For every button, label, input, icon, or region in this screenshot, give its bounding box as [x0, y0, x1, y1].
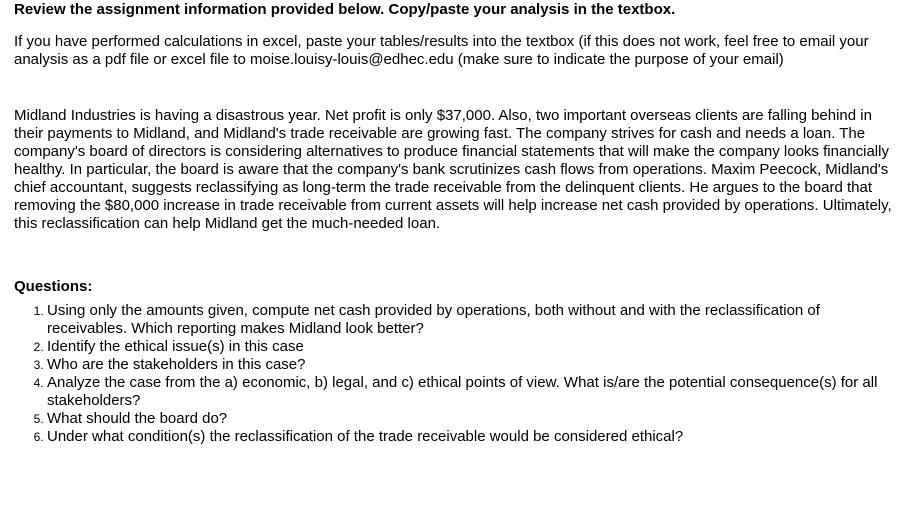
questions-list	[14, 302, 894, 446]
assignment-heading: Review the assignment information provided below. Copy/paste your analysis in the textbox.	[14, 1, 676, 18]
questions-title: Questions:	[14, 278, 93, 295]
question-item: 3. Who are the stakeholders in this case?	[47, 356, 894, 374]
case-description: Midland Industries is having a disastrous year. Net profit is only $37,000. Also, two important overseas clients are falling behind in their payments to Midland, and Midland's trade receivable are growing fast. The company strives for cash and needs a loan. The company's board of directors is considering alternatives to produce financial statements that will make the company looks financially healthy. In particular, the board is aware that the company's bank scrutinizes cash flows from operations. Maxim Peecock, Midland's chief accountant, suggests reclassifying as long-term the trade receivable from the delinquent clients. He argues to the board that removing the $80,000 increase in trade receivable from current assets will help increase net cash provided by operations. Ultimately, this reclassification can help Midland get the much-needed loan.	[14, 107, 892, 232]
question-item: 1. Using only the amounts given, compute net cash provided by operations, both without and with the reclassification of receivables. Which reporting makes Midland look better?	[47, 302, 894, 338]
question-item: 4. Analyze the case from the a) economic, b) legal, and c) ethical points of view. What is/are the potential consequence(s) for all stakeholders?	[47, 374, 894, 410]
question-item: 2. Identify the ethical issue(s) in this case	[47, 338, 894, 356]
question-item: 5. What should the board do?	[47, 410, 894, 428]
submission-instructions: If you have performed calculations in excel, paste your tables/results into the textbox (if this does not work, feel free to email your analysis as a pdf file or excel file to moise.louisy-louis@edhec.edu (make sure to indicate the purpose of your email)	[14, 33, 869, 68]
question-item: 6. Under what condition(s) the reclassification of the trade receivable would be considered ethical?	[47, 428, 894, 446]
